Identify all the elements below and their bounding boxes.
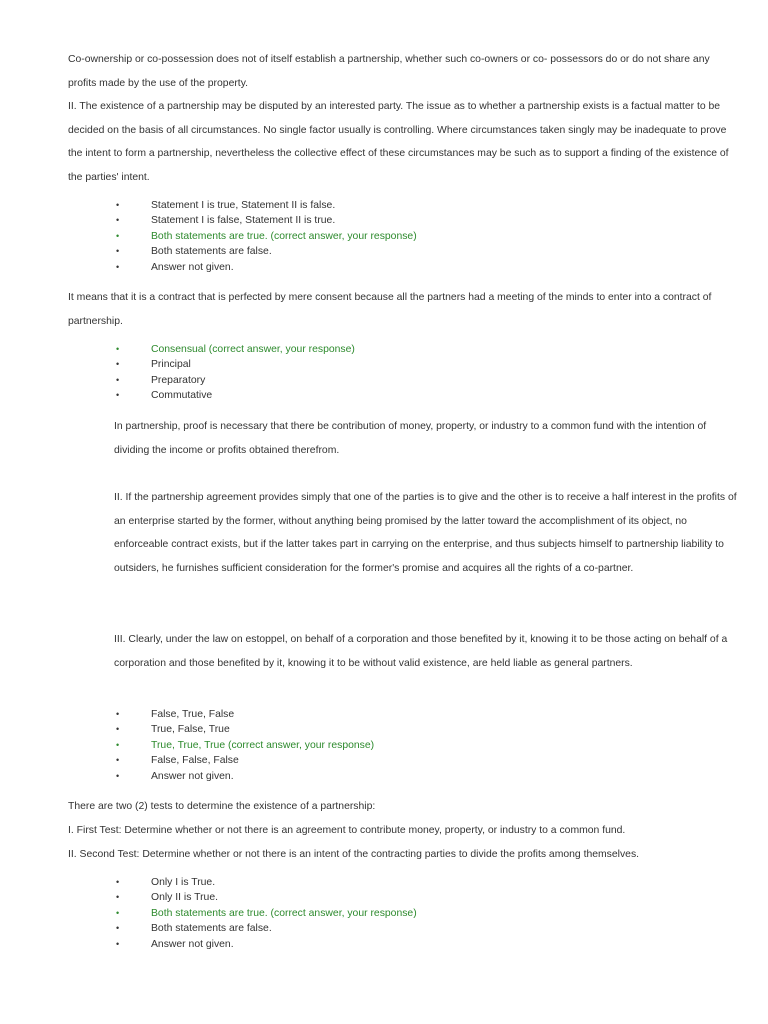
- answer-option-correct: • Consensual (correct answer, your response): [114, 342, 355, 357]
- bullet: •: [116, 359, 120, 370]
- bullet: •: [116, 709, 120, 719]
- answer-option: • Principal: [114, 357, 355, 372]
- answer-option: • True, False, True: [114, 722, 374, 737]
- bullet: •: [116, 200, 120, 210]
- q4-options: [114, 875, 417, 952]
- answer-option: • Statement I is false, Statement II is true.: [114, 213, 417, 228]
- bullet: •: [116, 374, 120, 385]
- answer-option: • Only I is True.: [114, 875, 417, 890]
- bullet: •: [116, 739, 120, 750]
- answer-option: • False, False, False: [114, 753, 374, 768]
- bullet: •: [116, 261, 120, 272]
- answer-option-correct: • True, True, True (correct answer, your response): [114, 738, 374, 753]
- bullet: •: [116, 215, 120, 226]
- q4-first-test: I. First Test: Determine whether or not there is an agreement to contribute money, property, or industry to a common fund.: [68, 825, 626, 836]
- bullet: •: [116, 770, 120, 781]
- answer-option: • Preparatory: [114, 373, 355, 388]
- bullet: •: [116, 938, 120, 949]
- answer-option: • Answer not given.: [114, 769, 374, 784]
- bullet: •: [116, 923, 120, 934]
- q3-options: [114, 707, 374, 784]
- bullet: •: [116, 230, 120, 241]
- bullet: •: [116, 344, 120, 354]
- bullet: •: [116, 724, 120, 735]
- q3-statement-1: In partnership, proof is necessary that there be contribution of money, property, or industry to a common fund with the intention of dividing the income or profits obtained therefrom.: [114, 421, 707, 456]
- q4-intro: There are two (2) tests to determine the existence of a partnership:: [68, 801, 376, 812]
- q3-statement-2: II. If the partnership agreement provides simply that one of the parties is to give and the other is to receive a half interest in the profits of an enterprise started by the former, without anything being promised by the latter toward the accomplishment of its object, no enforceable contract exists, but if the latter takes part in carrying on the enterprise, and thus subjects himself to partnership liability to outsiders, he furnishes sufficient consideration for the former's promise and acquires all the rights of a co-partner.: [114, 492, 737, 575]
- answer-option: • Both statements are false.: [114, 921, 417, 936]
- q1-statement-1: Co-ownership or co-possession does not of itself establish a partnership, whether such co-owners or co- possessors do or do not share any profits made by the use of the property.: [68, 54, 710, 89]
- q2-question: It means that it is a contract that is perfected by mere consent because all the partners had a meeting of the minds to enter into a contract of partnership.: [68, 292, 712, 327]
- q4-second-test: II. Second Test: Determine whether or not there is an intent of the contracting parties to divide the profits among themselves.: [68, 849, 640, 860]
- answer-option: • Only II is True.: [114, 890, 417, 905]
- q1-options: [114, 198, 417, 275]
- answer-option: • False, True, False: [114, 707, 374, 722]
- answer-option: • Statement I is true, Statement II is false.: [114, 198, 417, 213]
- bullet: •: [116, 892, 120, 903]
- answer-option: • Commutative: [114, 388, 355, 403]
- bullet: •: [116, 877, 120, 887]
- bullet: •: [116, 907, 120, 918]
- bullet: •: [116, 390, 120, 401]
- q1-statement-2: II. The existence of a partnership may be disputed by an interested party. The issue as to whether a partnership exists is a factual matter to be decided on the basis of all circumstances. No single factor usually is controlling. Where circumstances taken singly may be inadequate to prove the intent to form a partnership, nevertheless the collective effect of these circumstances may be such as to support a finding of the existence of the parties' intent.: [68, 101, 729, 184]
- answer-option: • Answer not given.: [114, 937, 417, 952]
- bullet: •: [116, 246, 120, 257]
- bullet: •: [116, 755, 120, 766]
- answer-option-correct: • Both statements are true. (correct answer, your response): [114, 229, 417, 244]
- q2-options: [114, 342, 355, 404]
- q3-statement-3: III. Clearly, under the law on estoppel, on behalf of a corporation and those benefited by it, knowing it to be those acting on behalf of a corporation and those benefited by it, knowing it to be without valid existence, are held liable as general partners.: [114, 634, 728, 669]
- answer-option: • Both statements are false.: [114, 244, 417, 259]
- answer-option: • Answer not given.: [114, 260, 417, 275]
- answer-option-correct: • Both statements are true. (correct answer, your response): [114, 906, 417, 921]
